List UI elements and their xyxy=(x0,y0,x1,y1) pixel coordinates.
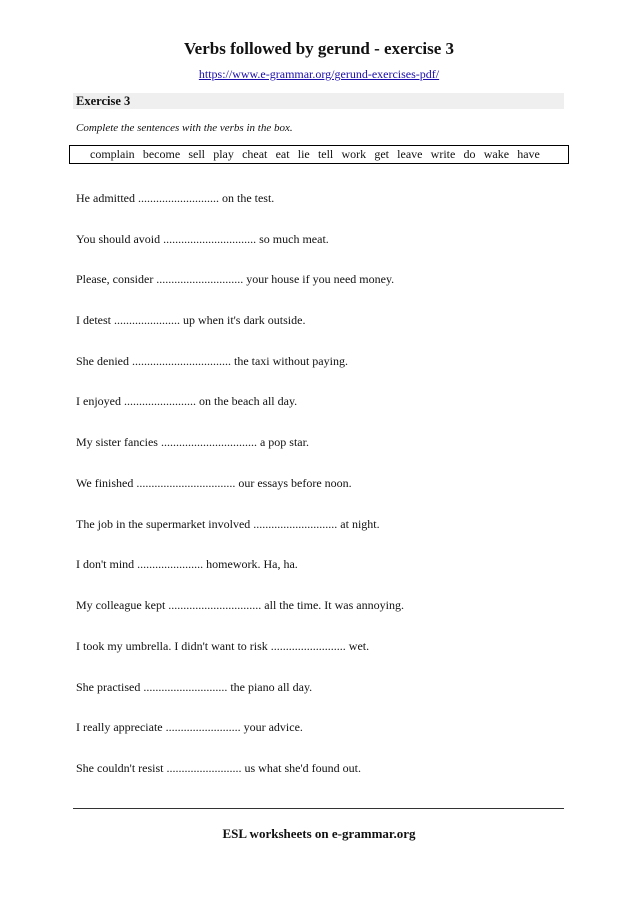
word-box-item: write xyxy=(430,147,456,161)
page-title: Verbs followed by gerund - exercise 3 xyxy=(183,39,455,58)
exercise-sentence: I took my umbrella. I didn't want to risk ......................... wet. xyxy=(76,639,370,653)
exercise-sentence: She practised ............................ the piano all day. xyxy=(76,680,313,694)
exercise-header: Exercise 3 xyxy=(73,93,564,109)
word-box-item: have xyxy=(517,147,540,161)
exercise-sentence: You should avoid ............................... so much meat. xyxy=(76,232,329,246)
word-box xyxy=(69,145,569,164)
word-box-item: eat xyxy=(275,147,290,161)
word-box-item: complain xyxy=(90,147,135,161)
word-box-item: lie xyxy=(297,147,310,161)
footer-divider xyxy=(73,808,564,809)
word-box-item: play xyxy=(213,147,234,161)
source-link[interactable]: https://www.e-grammar.org/gerund-exercises-pdf/ xyxy=(198,67,440,81)
exercise-sentence: I enjoyed ........................ on the beach all day. xyxy=(76,394,298,408)
word-box-item: do xyxy=(463,147,476,161)
exercise-sentence: My sister fancies ................................ a pop star. xyxy=(76,435,309,449)
word-box-item: wake xyxy=(483,147,510,161)
word-box-item: leave xyxy=(397,147,423,161)
exercise-sentence: She denied ................................. the taxi without paying. xyxy=(76,354,348,368)
word-box-item: cheat xyxy=(242,147,268,161)
exercise-sentence: I detest ...................... up when it's dark outside. xyxy=(76,313,306,327)
exercise-sentence: Please, consider ............................. your house if you need money. xyxy=(76,272,395,286)
footer-text: ESL worksheets on e-grammar.org xyxy=(222,826,416,841)
exercise-sentence: She couldn't resist ......................... us what she'd found out. xyxy=(76,761,361,775)
exercise-sentence: I really appreciate ......................... your advice. xyxy=(76,720,303,734)
word-box-item: get xyxy=(374,147,389,161)
word-box-item: sell xyxy=(188,147,206,161)
exercise-sentence: He admitted ........................... on the test. xyxy=(76,191,275,205)
exercise-sentence: The job in the supermarket involved ............................ at night. xyxy=(76,517,380,531)
exercise-sentence: I don't mind ...................... homework. Ha, ha. xyxy=(76,557,298,571)
instruction-text: Complete the sentences with the verbs in the box. xyxy=(76,122,293,134)
exercise-sentence: We finished ................................. our essays before noon. xyxy=(76,476,352,490)
word-box-item: work xyxy=(341,147,367,161)
word-box-item: become xyxy=(142,147,181,161)
word-box-item: tell xyxy=(317,147,334,161)
exercise-sentence: My colleague kept ............................... all the time. It was annoying. xyxy=(76,598,404,612)
